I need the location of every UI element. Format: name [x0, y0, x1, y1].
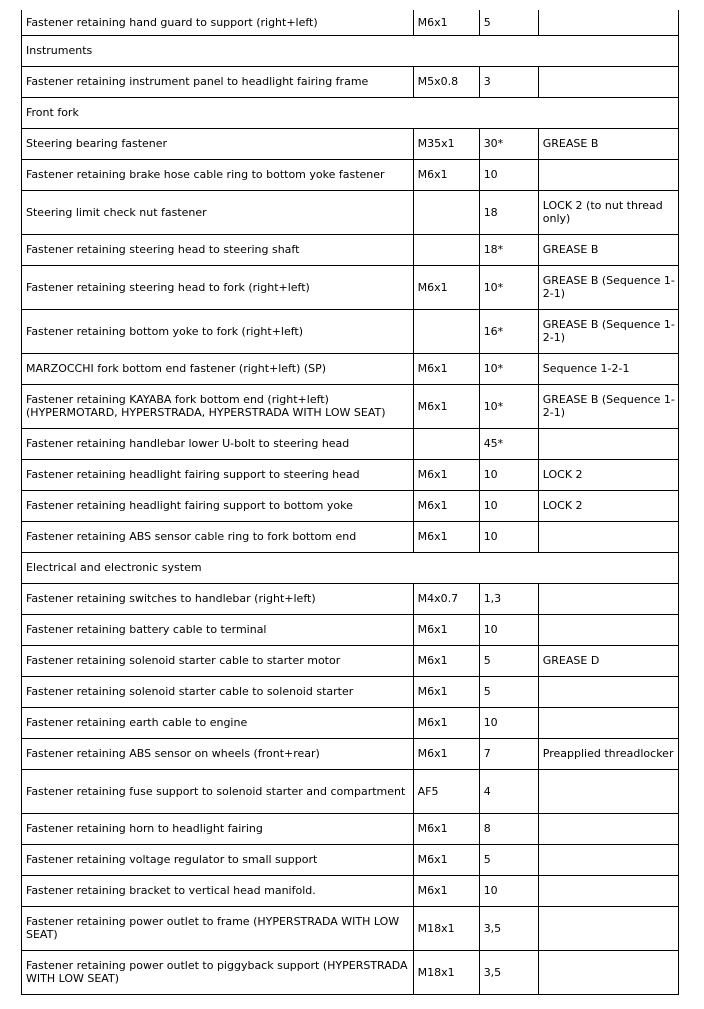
notes-cell [538, 10, 678, 35]
table-row [22, 738, 679, 769]
tightening-torque: 18 [479, 190, 538, 234]
fastener-description: Fastener retaining ABS sensor on wheels (front+rear) [22, 738, 414, 769]
notes-cell [538, 159, 678, 190]
thread-size: M6x1 [413, 490, 479, 521]
thread-size: M5x0.8 [413, 66, 479, 97]
section-title: Front fork [22, 97, 679, 128]
notes-cell: LOCK 2 [538, 490, 678, 521]
thread-size: M35x1 [413, 128, 479, 159]
fastener-description: Fastener retaining headlight fairing support to steering head [22, 459, 414, 490]
tightening-torque: 18* [479, 234, 538, 265]
table-row [22, 906, 679, 950]
fastener-description: Fastener retaining power outlet to frame (HYPERSTRADA WITH LOW SEAT) [22, 906, 414, 950]
fastener-description: Fastener retaining brake hose cable ring to bottom yoke fastener [22, 159, 414, 190]
fastener-description: Fastener retaining steering head to steering shaft [22, 234, 414, 265]
table-row [22, 159, 679, 190]
thread-size: M6x1 [413, 738, 479, 769]
notes-cell [538, 844, 678, 875]
notes-cell [538, 428, 678, 459]
tightening-torque: 10* [479, 353, 538, 384]
tightening-torque: 10 [479, 159, 538, 190]
notes-cell [538, 66, 678, 97]
tightening-torque: 8 [479, 813, 538, 844]
tightening-torque: 5 [479, 10, 538, 35]
section-title: Instruments [22, 35, 679, 66]
tightening-torque: 10* [479, 384, 538, 428]
table-row [22, 234, 679, 265]
notes-cell: GREASE B [538, 234, 678, 265]
fastener-description: Fastener retaining bracket to vertical head manifold. [22, 875, 414, 906]
table-row [22, 583, 679, 614]
thread-size: M6x1 [413, 459, 479, 490]
table-row [22, 10, 679, 35]
tightening-torque: 10 [479, 707, 538, 738]
notes-cell [538, 813, 678, 844]
tightening-torque: 5 [479, 645, 538, 676]
table-row [22, 309, 679, 353]
fastener-description: Fastener retaining solenoid starter cable to solenoid starter [22, 676, 414, 707]
fastener-description: Fastener retaining handlebar lower U-bolt to steering head [22, 428, 414, 459]
thread-size [413, 428, 479, 459]
thread-size: M6x1 [413, 614, 479, 645]
fastener-description: Fastener retaining fuse support to solenoid starter and compartment [22, 769, 414, 813]
notes-cell: GREASE B (Sequence 1-2-1) [538, 265, 678, 309]
tightening-torque: 5 [479, 676, 538, 707]
fastener-description: MARZOCCHI fork bottom end fastener (right+left) (SP) [22, 353, 414, 384]
table-row [22, 676, 679, 707]
fastener-description: Fastener retaining earth cable to engine [22, 707, 414, 738]
fastener-description: Steering bearing fastener [22, 128, 414, 159]
fastener-description: Fastener retaining ABS sensor cable ring to fork bottom end [22, 521, 414, 552]
table-row [22, 875, 679, 906]
fastener-description: Fastener retaining headlight fairing support to bottom yoke [22, 490, 414, 521]
fastener-description: Fastener retaining switches to handlebar (right+left) [22, 583, 414, 614]
table-row [22, 707, 679, 738]
table-row [22, 128, 679, 159]
fastener-description: Fastener retaining horn to headlight fairing [22, 813, 414, 844]
table-row [22, 428, 679, 459]
table-row [22, 769, 679, 813]
tightening-torque: 10 [479, 521, 538, 552]
thread-size: M6x1 [413, 707, 479, 738]
table-row [22, 645, 679, 676]
thread-size: M6x1 [413, 645, 479, 676]
thread-size: M6x1 [413, 159, 479, 190]
table-row [22, 190, 679, 234]
notes-cell: GREASE B (Sequence 1-2-1) [538, 384, 678, 428]
table-row [22, 521, 679, 552]
notes-cell: LOCK 2 (to nut thread only) [538, 190, 678, 234]
notes-cell: Sequence 1-2-1 [538, 353, 678, 384]
tightening-torque: 3,5 [479, 906, 538, 950]
section-header-row [22, 97, 679, 128]
table-row [22, 265, 679, 309]
notes-cell [538, 906, 678, 950]
notes-cell: GREASE D [538, 645, 678, 676]
thread-size: M6x1 [413, 676, 479, 707]
section-header-row [22, 552, 679, 583]
tightening-torque: 45* [479, 428, 538, 459]
notes-cell [538, 707, 678, 738]
fastener-description: Fastener retaining power outlet to piggyback support (HYPERSTRADA WITH LOW SEAT) [22, 950, 414, 994]
fastener-description: Fastener retaining instrument panel to headlight fairing frame [22, 66, 414, 97]
thread-size: M18x1 [413, 906, 479, 950]
fastener-description: Fastener retaining bottom yoke to fork (right+left) [22, 309, 414, 353]
fastener-description: Fastener retaining steering head to fork (right+left) [22, 265, 414, 309]
thread-size [413, 234, 479, 265]
tightening-torque: 1,3 [479, 583, 538, 614]
notes-cell [538, 676, 678, 707]
thread-size: M6x1 [413, 10, 479, 35]
thread-size: M6x1 [413, 844, 479, 875]
table-row [22, 844, 679, 875]
table-row [22, 459, 679, 490]
table-row [22, 813, 679, 844]
notes-cell [538, 614, 678, 645]
thread-size: AF5 [413, 769, 479, 813]
torque-specification-table [21, 10, 679, 995]
fastener-description: Fastener retaining solenoid starter cable to starter motor [22, 645, 414, 676]
thread-size: M18x1 [413, 950, 479, 994]
thread-size [413, 309, 479, 353]
notes-cell [538, 875, 678, 906]
fastener-description: Fastener retaining KAYABA fork bottom end (right+left) (HYPERMOTARD, HYPERSTRADA, HYPERSTRADA WITH LOW SEAT) [22, 384, 414, 428]
tightening-torque: 10 [479, 459, 538, 490]
thread-size: M6x1 [413, 521, 479, 552]
thread-size: M4x0.7 [413, 583, 479, 614]
tightening-torque: 5 [479, 844, 538, 875]
notes-cell [538, 769, 678, 813]
fastener-description: Fastener retaining battery cable to terminal [22, 614, 414, 645]
fastener-description: Steering limit check nut fastener [22, 190, 414, 234]
fastener-description: Fastener retaining voltage regulator to small support [22, 844, 414, 875]
tightening-torque: 30* [479, 128, 538, 159]
thread-size: M6x1 [413, 384, 479, 428]
notes-cell [538, 521, 678, 552]
section-header-row [22, 35, 679, 66]
tightening-torque: 10* [479, 265, 538, 309]
tightening-torque: 3,5 [479, 950, 538, 994]
thread-size: M6x1 [413, 813, 479, 844]
tightening-torque: 4 [479, 769, 538, 813]
table-row [22, 490, 679, 521]
tightening-torque: 10 [479, 614, 538, 645]
section-title: Electrical and electronic system [22, 552, 679, 583]
table-row [22, 950, 679, 994]
notes-cell: LOCK 2 [538, 459, 678, 490]
thread-size: M6x1 [413, 875, 479, 906]
table-row [22, 384, 679, 428]
notes-cell: GREASE B [538, 128, 678, 159]
notes-cell: Preapplied threadlocker [538, 738, 678, 769]
table-row [22, 66, 679, 97]
thread-size: M6x1 [413, 265, 479, 309]
table-row [22, 353, 679, 384]
table-body [22, 10, 679, 994]
tightening-torque: 16* [479, 309, 538, 353]
thread-size [413, 190, 479, 234]
notes-cell: GREASE B (Sequence 1-2-1) [538, 309, 678, 353]
tightening-torque: 3 [479, 66, 538, 97]
fastener-description: Fastener retaining hand guard to support (right+left) [22, 10, 414, 35]
notes-cell [538, 950, 678, 994]
tightening-torque: 10 [479, 875, 538, 906]
tightening-torque: 10 [479, 490, 538, 521]
thread-size: M6x1 [413, 353, 479, 384]
tightening-torque: 7 [479, 738, 538, 769]
notes-cell [538, 583, 678, 614]
table-row [22, 614, 679, 645]
